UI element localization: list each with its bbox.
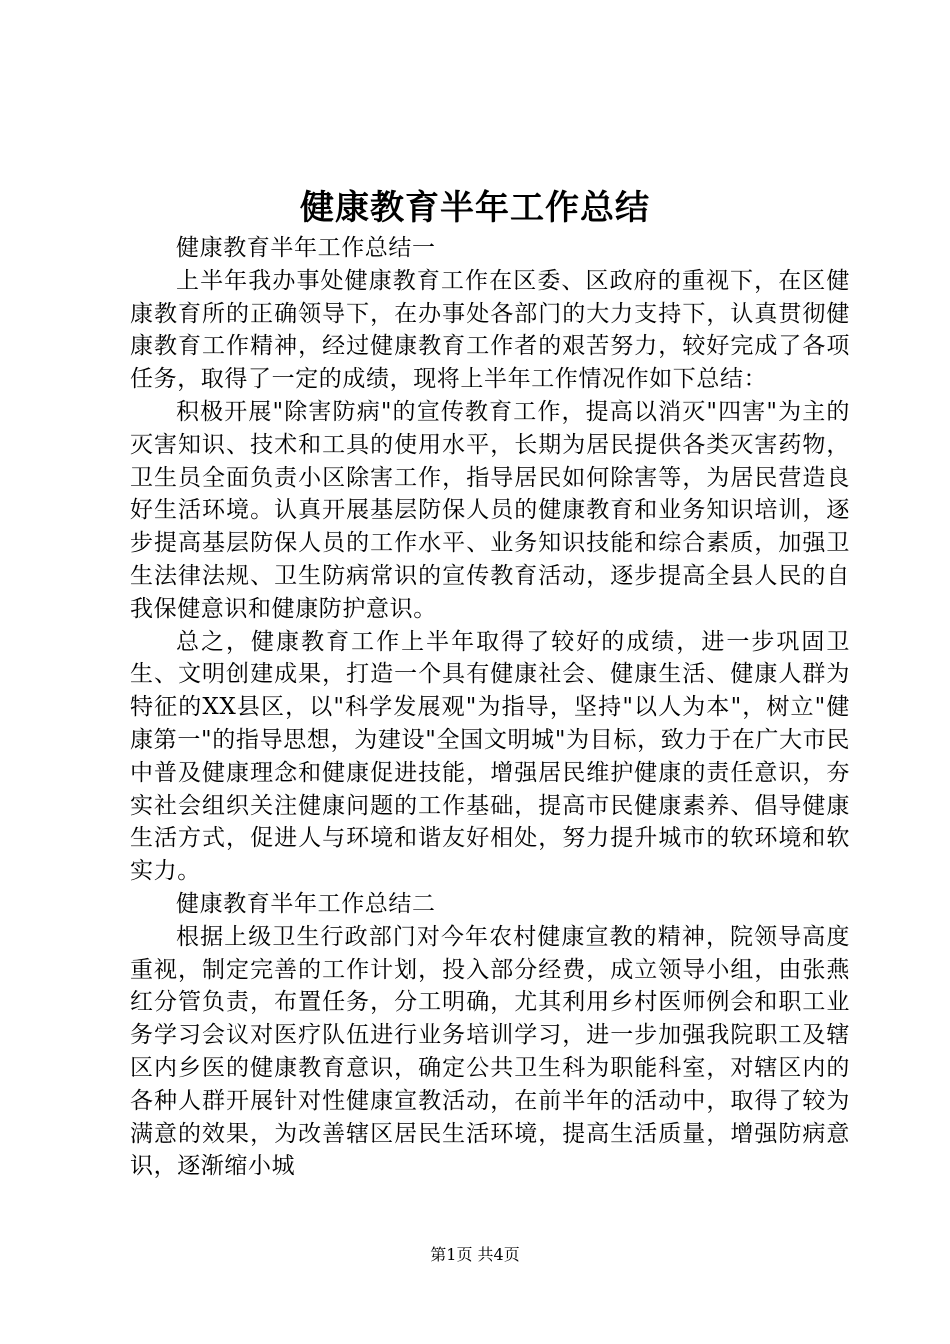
paragraph-conclusion: 总之，健康教育工作上半年取得了较好的成绩，进一步巩固卫生、文明创建成果，打造一个具有健康社会、健康生活、健康人群为特征的XX县区，以"科学发展观"为指导，坚持"以人为本"，树立"健康第一"的指导思想，为建设"全国文明城"为目标，致力于在广大市民中普及健康理念和健康促进技能，增强居民维护健康的责任意识，夯实社会组织关注健康问题的工作基础，提高市民健康素养、倡导健康生活方式，促进人与环境和谐友好相处，努力提升城市的软环境和软实力。: [130, 628, 850, 885]
document-title: 健康教育半年工作总结: [300, 188, 650, 228]
paragraph-pest-control: 积极开展"除害防病"的宣传教育工作，提高以消灭"四害"为主的灭害知识、技术和工具的使用水平，长期为居民提供各类灭害药物，卫生员全面负责小区除害工作，指导居民如何除害等，为居民营造良好生活环境。认真开展基层防保人员的健康教育和业务知识培训，逐步提高基层防保人员的工作水平、业务知识技能和综合素质，加强卫生法律法规、卫生防病常识的宣传教育活动，逐步提高全县人民的自我保健意识和健康防护意识。: [130, 398, 850, 622]
page-number-footer: 第1页 共4页: [430, 1245, 520, 1264]
document-body: [130, 232, 850, 1183]
paragraph-intro: 上半年我办事处健康教育工作在区委、区政府的重视下，在区健康教育所的正确领导下，在办事处各部门的大力支持下，认真贯彻健康教育工作精神，经过健康教育工作者的艰苦努力，较好完成了各项任务，取得了一定的成绩，现将上半年工作情况作如下总结：: [130, 267, 850, 393]
section-heading-1: 健康教育半年工作总结一: [176, 235, 436, 261]
section-heading-2: 健康教育半年工作总结二: [176, 890, 436, 917]
paragraph-rural-education: 根据上级卫生行政部门对今年农村健康宣教的精神，院领导高度重视，制定完善的工作计划，投入部分经费，成立领导小组，由张燕红分管负责，布置任务，分工明确，尤其利用乡村医师例会和职工业务学习会议对医疗队伍进行业务培训学习，进一步加强我院职工及辖区内乡医的健康教育意识，确定公共卫生科为职能科室，对辖区内的各种人群开展针对性健康宣教活动，在前半年的活动中，取得了较为满意的效果，为改善辖区居民生活环境，提高生活质量，增强防病意识，逐渐缩小城: [130, 923, 850, 1180]
